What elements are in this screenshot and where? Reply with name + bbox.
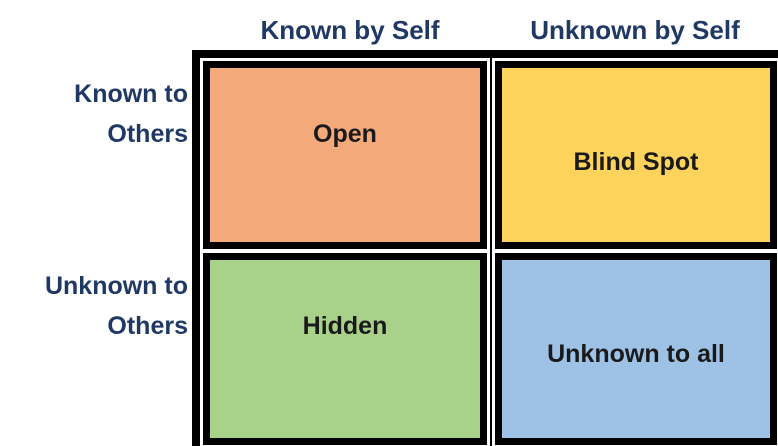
- row-header-line: Others: [107, 120, 188, 148]
- row-header-line: Others: [107, 312, 188, 340]
- quadrant-label: Open: [313, 120, 377, 148]
- quadrant-unknown-to-all: [494, 252, 778, 446]
- quadrant-hidden: [202, 252, 488, 446]
- row-header-known-to-others: [74, 74, 188, 154]
- row-header-unknown-to-others: [45, 266, 188, 346]
- quadrant-grid: [192, 50, 778, 446]
- column-header-unknown-by-self: Unknown by Self: [530, 14, 740, 45]
- quadrant-label: Blind Spot: [573, 148, 699, 176]
- quadrant-label: Hidden: [302, 312, 388, 340]
- quadrant-blind-spot: [494, 60, 778, 250]
- column-header-known-by-self: Known by Self: [260, 14, 440, 45]
- quadrant-label: Unknown to all: [547, 340, 725, 368]
- quadrant-open: [202, 60, 488, 250]
- row-header-line: Unknown to: [44, 272, 188, 300]
- row-header-line: Known to: [74, 80, 188, 108]
